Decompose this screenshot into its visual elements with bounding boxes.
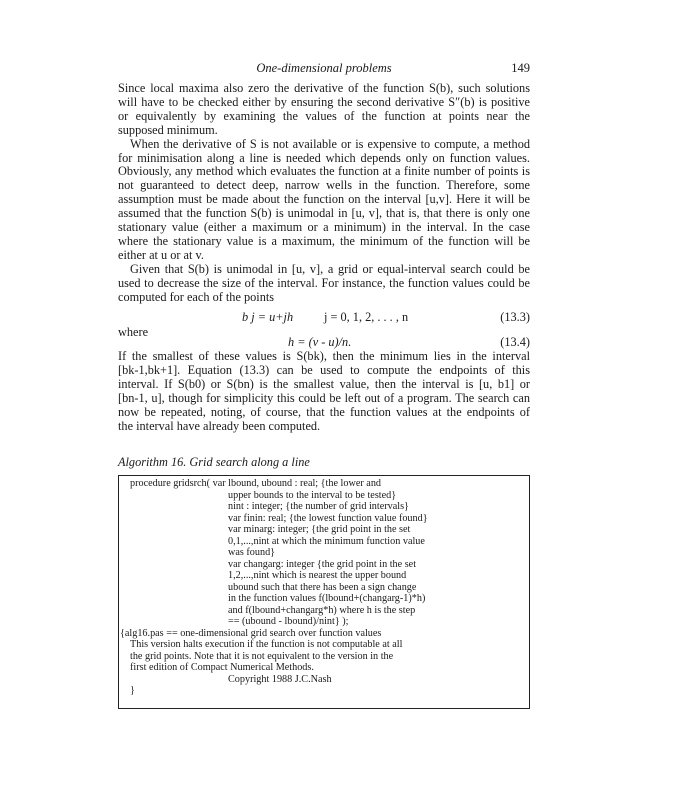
body-text-bottom [118,350,530,433]
code-line: nint : integer; {the number of grid intervals} [228,501,409,512]
text-line: computed for each of the points [118,289,275,304]
text-line: interval. If S(b0) or S(bn) is the smallest value, then the interval is [u, b1] or [118,376,530,391]
code-line: {alg16.pas == one-dimensional grid search over function values [120,627,382,639]
algorithm-caption: Algorithm 16. Grid search along a line [118,455,310,469]
text-line: not guaranteed to detect deep, narrow wells in the function. Therefore, some [118,178,530,193]
text-line: [bk-1,bk+1]. Equation (13.3) can be used to compute the endpoints of this [118,362,530,377]
text-line: either at u or at v. [118,247,204,262]
text-line: or equivalently by examining the values of the function at points near the [118,108,530,123]
code-line: and f(lbound+changarg*h) where h is the step [228,604,416,616]
running-head [118,61,530,77]
code-line: This version halts execution if the function is not computable at all [130,639,403,650]
equation-lhs: h = (v - u)/n. [288,335,352,349]
code-line: == (ubound - lbound)/nint} ); [228,616,349,627]
text-line: now be repeated, noting, of course, that the function values at the endpoints of [118,404,530,419]
text-line: Obviously, any method which evaluates the function at a finite number of points is [118,164,530,179]
code-line: the grid points. Note that it is not equivalent to the version in the [130,650,394,662]
code-listing [120,478,525,697]
text-line: assumption must be made about the function on the interval [u,v]. Here it will be [118,192,530,207]
equation-13-3 [118,310,530,326]
text-line: assumed that the function S(b) is unimodal in [u, v], that is, that there is only one [118,206,530,221]
code-line: ubound such that there has been a sign change [228,581,417,593]
body-text-top [118,82,530,305]
text-line: stationary value (either a maximum or a minimum) in the interval. In the case [118,220,530,235]
code-line: upper bounds to the interval to be tested} [228,489,397,501]
code-line: in the function values f(lbound+(changarg-1)*h) [228,593,426,604]
text-line: supposed minimum. [118,122,218,137]
code-line: var finin: real; {the lowest function value found} [228,512,428,524]
text-line: for minimisation along a line is needed which depends only on function values. [118,150,530,165]
equation-rhs: j = 0, 1, 2, . . . , n [324,310,409,324]
code-line: 1,2,...,nint which is nearest the upper bound [228,570,407,581]
code-line: var changarg: integer {the grid point in the set [228,558,417,570]
text-line: will have to be checked either by ensuring the second derivative S″(b) is positive [118,94,530,109]
code-line: was found} [228,547,276,558]
equation-lhs: b j = u+jh [242,310,294,324]
equation-number: (13.4) [500,335,530,349]
page-number: 149 [511,61,530,75]
equation-number: (13.3) [500,310,530,324]
code-line: procedure gridsrch( var lbound, ubound : real; {the lower and [130,478,382,489]
code-line: first edition of Compact Numerical Methods. [130,662,314,673]
code-line: } [130,685,135,696]
code-line: 0,1,...,nint at which the minimum function value [228,535,425,547]
text-line: [bn-1, u], though for simplicity this could be left out of a program. The search can [118,390,530,405]
code-line: var minarg: integer; {the grid point in the set [228,524,411,535]
text-line: used to decrease the size of the interval. For instance, the function values could be [118,275,530,290]
text-line: Given that S(b) is unimodal in [u, v], a grid or equal-interval search could be [130,261,530,276]
running-head-title: One-dimensional problems [256,61,392,75]
where-label: where [118,325,149,339]
code-line: Copyright 1988 J.C.Nash [228,673,332,685]
text-line: If the smallest of these values is S(bk), then the minimum lies in the interval [118,349,530,363]
text-line: Since local maxima also zero the derivative of the function S(b), such solutions [118,81,530,95]
text-line: where the stationary value is a maximum, the minimum of the function will be [118,233,530,248]
text-line: When the derivative of S is not available or is expensive to compute, a method [130,136,530,151]
text-line: the interval have already been computed. [118,418,321,433]
